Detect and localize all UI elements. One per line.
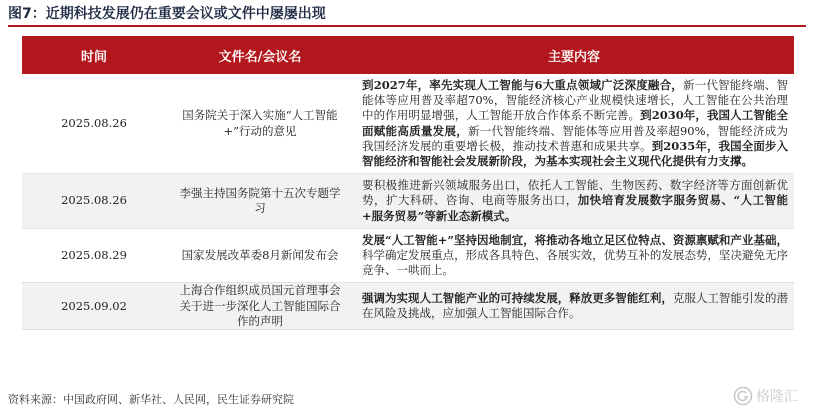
table-header-row: [22, 36, 794, 74]
content-bold: 发展“人工智能+”坚持因地制宜，将推动各地立足区位特点、资源禀赋和产业基础，: [362, 232, 788, 247]
table-row: [22, 283, 794, 330]
row-document: 上海合作组织成员国元首理事会关于进一步深化人工智能国际合作的声明: [166, 283, 354, 330]
row-document: 李强主持国务院第十五次专题学习: [166, 174, 354, 229]
content-text: 新一代智能终端、智能体等应用普及率超70%，智能经济核心产业规模快速增长，人工智能在公共治理中的作用明显增强，人工智能开放合作体系不断完善。: [362, 78, 788, 123]
watermark-logo: [733, 386, 798, 406]
content-text: 新一代智能终端、智能体等应用普及率超90%，智能经济成为我国经济发展的重要增长极，推动技术普惠和成果共享。: [362, 123, 788, 153]
watermark-text: 格隆汇: [756, 389, 798, 405]
row-content: [354, 74, 794, 174]
content-bold: 到2027年，率先实现人工智能与6大重点领域广泛深度融合，: [362, 78, 683, 92]
row-content: [354, 174, 794, 229]
content-bold: 到2035年，我国全面步入智能经济和智能社会发展新阶段，为基本实现社会主义现代化提供有力支撑。: [362, 138, 788, 169]
row-date: 2025.08.29: [22, 228, 166, 283]
table-row: [22, 74, 794, 174]
table-row: [22, 228, 794, 283]
header-time: 时间: [22, 36, 166, 74]
content-text: 要积极推进新兴领域服务出口，依托人工智能、生物医药、数字经济等方面创新优势，扩大科研、咨询、电商等服务出口，: [362, 178, 788, 208]
title-divider: [8, 25, 806, 27]
header-content: 主要内容: [354, 36, 794, 74]
row-document: 国家发展改革委8月新闻发布会: [166, 228, 354, 283]
content-bold: 到2030年，我国人工智能全面赋能高质量发展，: [362, 108, 788, 138]
row-content: [354, 228, 794, 283]
content-bold: 加快培育发展数字服务贸易、“人工智能+服务贸易”等新业态新模式。: [362, 193, 788, 223]
row-document: 国务院关于深入实施“人工智能+”行动的意见: [166, 74, 354, 174]
figure-title: 图7：近期科技发展仍在重要会议或文件中屡屡出现: [8, 6, 326, 22]
content-bold: 强调为实现人工智能产业的可持续发展，释放更多智能红利，: [362, 291, 673, 306]
content-text: 科学确定发展重点，形成各具特色、各展实效，优势互补的发展态势，坚决避免无序竞争、一哄而上。: [362, 248, 788, 278]
source-note: 资料来源：中国政府网、新华社、人民网，民生证券研究院: [8, 393, 294, 406]
content-text: 克服人工智能引发的潜在风险及挑战，应加强人工智能国际合作。: [362, 291, 788, 321]
table-row: [22, 174, 794, 229]
gelonghui-logo-icon: [733, 386, 753, 406]
header-document: 文件名/会议名: [166, 36, 354, 74]
row-content: [354, 283, 794, 330]
row-date: 2025.08.26: [22, 74, 166, 174]
policy-table: [22, 36, 794, 330]
row-date: 2025.09.02: [22, 283, 166, 330]
row-date: 2025.08.26: [22, 174, 166, 229]
